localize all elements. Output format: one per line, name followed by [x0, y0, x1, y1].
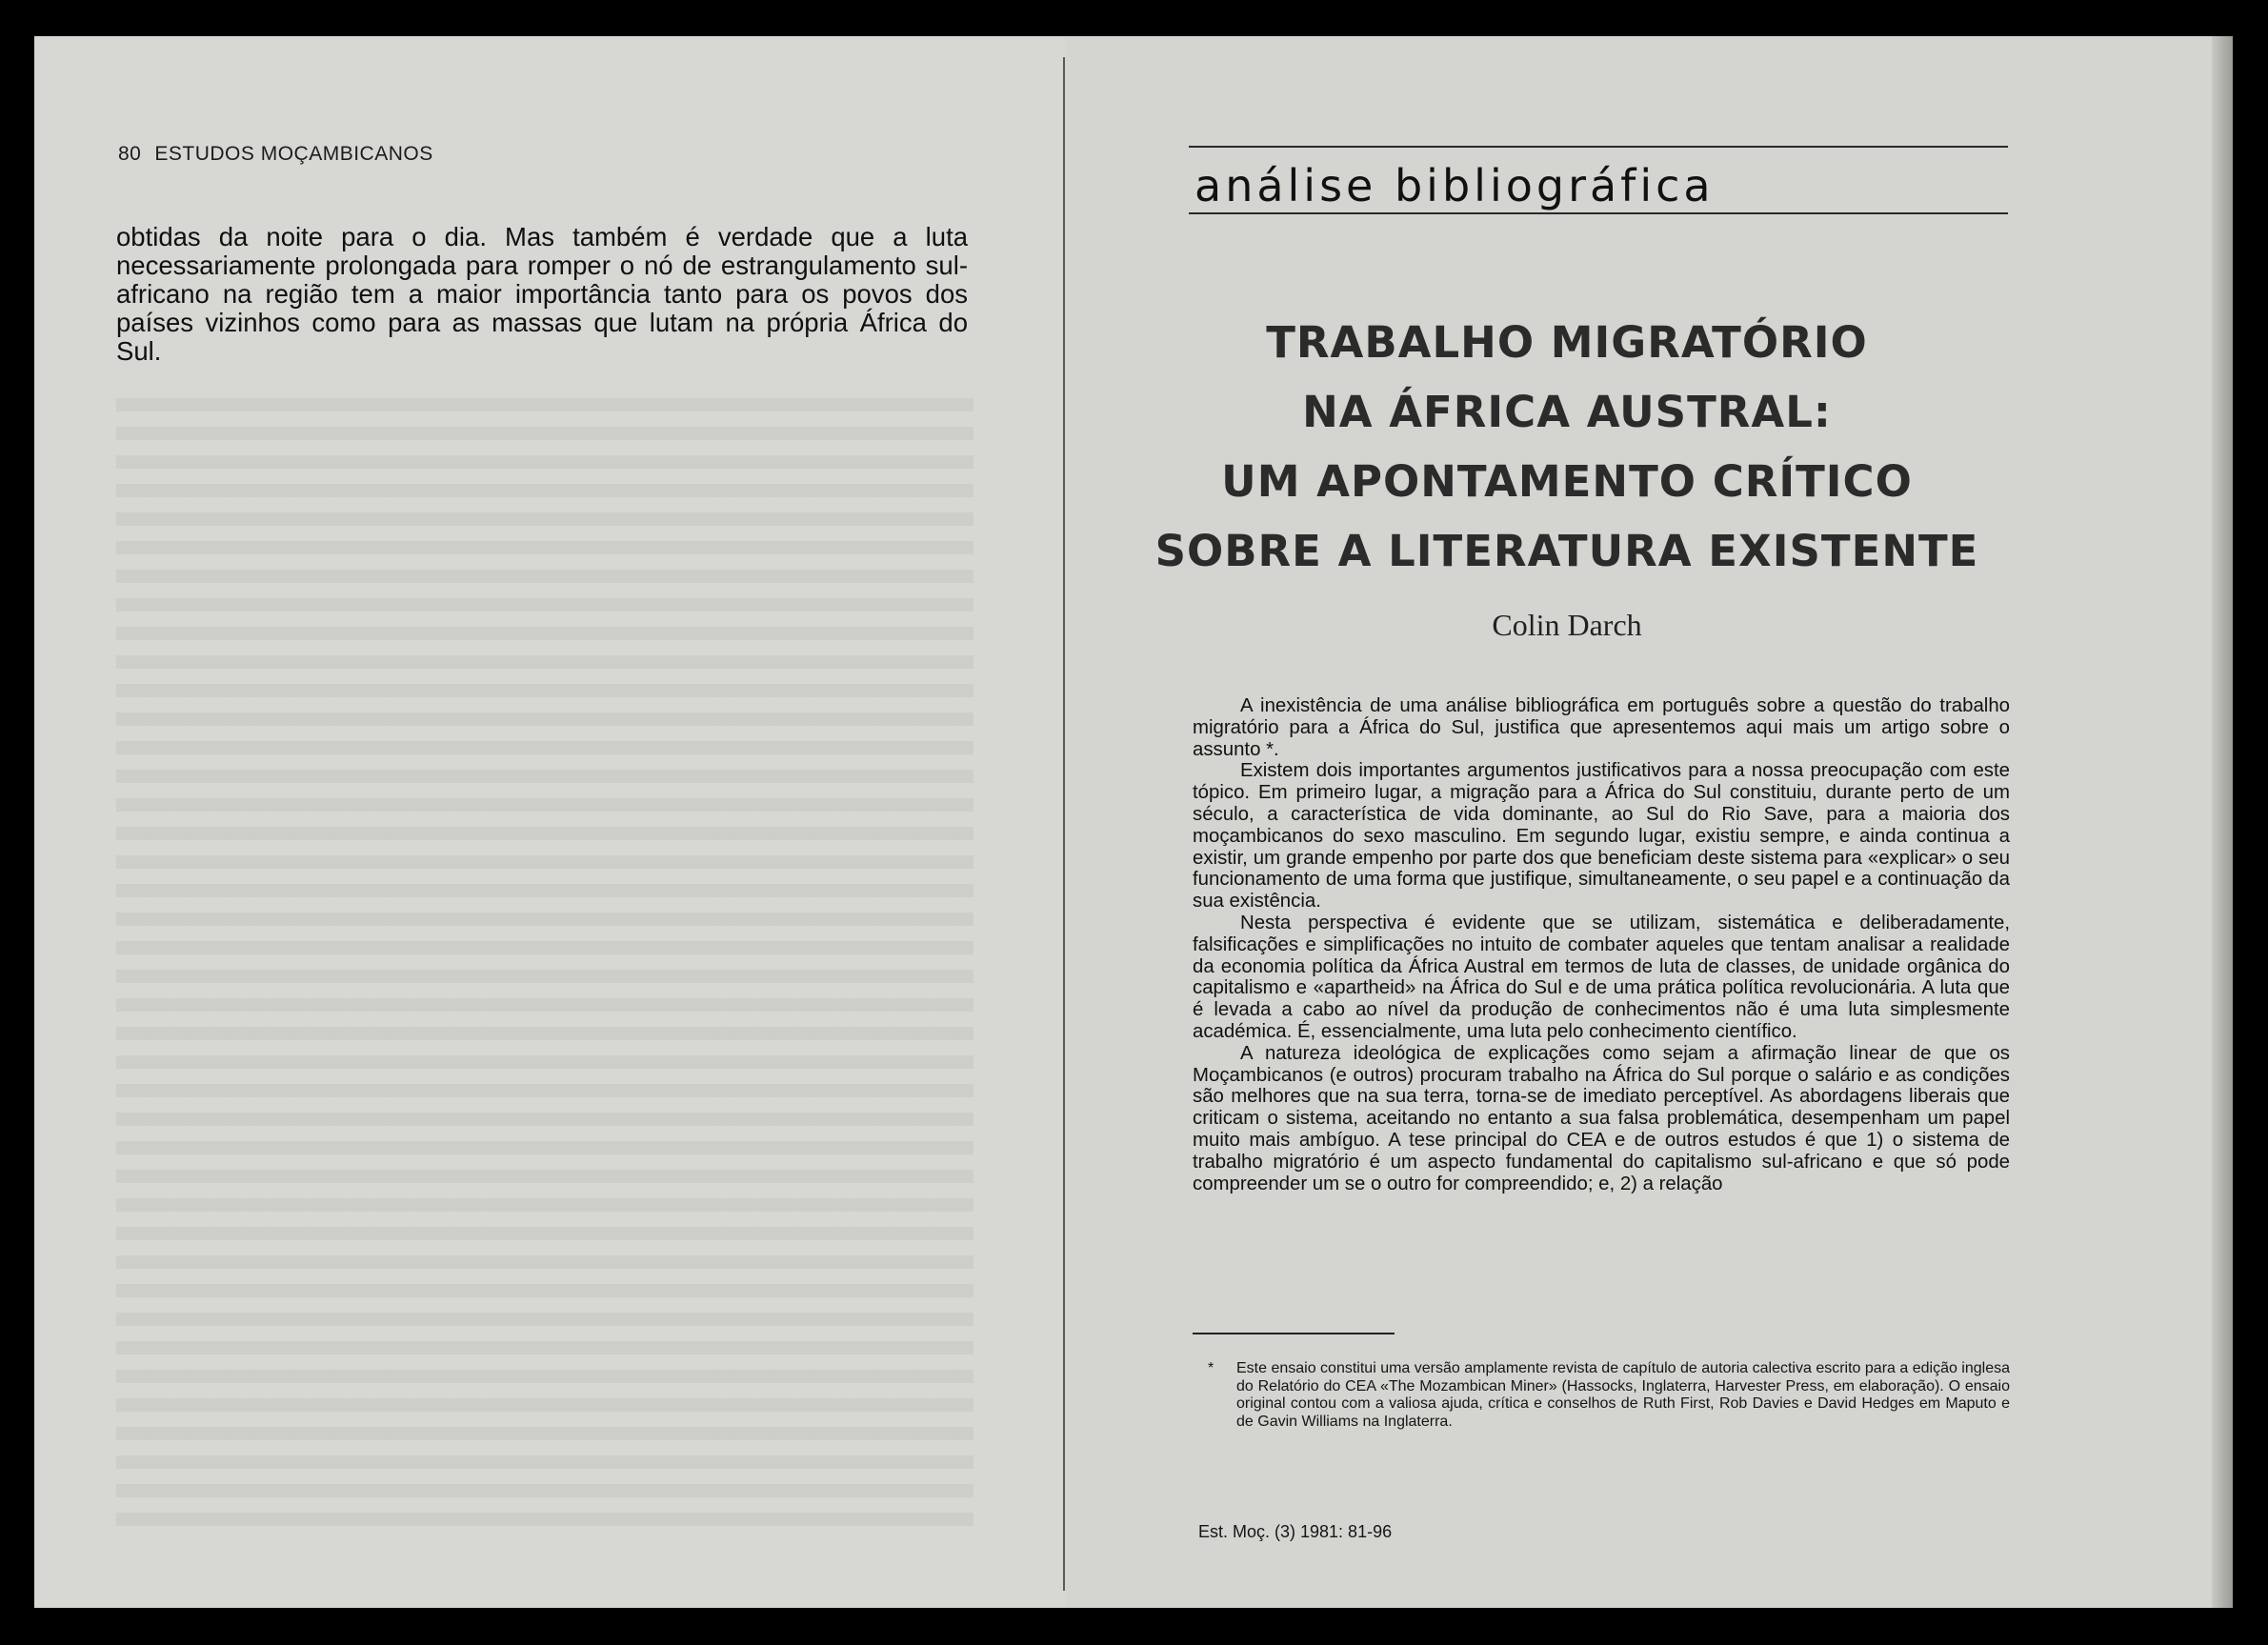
page-number: 80 — [118, 143, 142, 165]
paragraph: A inexistência de uma análise bibliográfica em português sobre a questão do trabalho migratório para a África do Sul, justifica que apresentemos aqui mais um artigo sobre o assunto *. — [1193, 695, 2010, 760]
paragraph: obtidas da noite para o dia. Mas também é verdade que a luta necessariamente prolongada para romper o nó de estrangulamento sul-africano na região tem a maior importância tanto para os povos dos países vizinhos como para as massas que lutam na própria África do Sul. — [116, 222, 968, 366]
paragraph: Nesta perspectiva é evidente que se utilizam, sistemática e deliberadamente, falsificações e simplificações no intuito de combater aqueles que tentam analisar a realidade da economia política da África Austral em termos de luta de classes, de unidade orgânica do capitalismo e «apartheid» na África do Sul e de uma prática política revolucionária. A luta que é levada a cabo ao nível da produção de conhecimentos não é uma luta simplesmente académica. É, essencialmente, uma luta pelo conhecimento científico. — [1193, 912, 2010, 1042]
journal-name: ESTUDOS MOÇAMBICANOS — [154, 143, 433, 165]
paragraph: A natureza ideológica de explicações como sejam a afirmação linear de que os Moçambicanos (e outros) procuram trabalho na África do Sul porque o salário e as condições são melhores que na sua terra, torna-se de imediato perceptível. As abordagens liberais que criticam o sistema, aceitando no entanto a sua falsa problemática, desempenham um papel muito mais ambíguo. A tese principal do CEA e de outros estudos é que 1) o sistema de trabalho migratório é um aspecto fundamental do capitalismo sul-africano e que só pode compreender um se o outro for compreendido; e, 2) a relação — [1193, 1042, 2010, 1194]
title-line: NA ÁFRICA AUSTRAL: — [1302, 387, 1832, 437]
author: Colin Darch — [1492, 608, 1642, 642]
article-body — [1193, 695, 2010, 1194]
header-rule-bottom — [1189, 212, 2008, 214]
footnote-rule — [1193, 1333, 1395, 1334]
article-title — [1153, 308, 1981, 586]
citation: Est. Moç. (3) 1981: 81-96 — [1198, 1522, 1393, 1541]
show-through-text — [116, 398, 973, 1532]
right-page — [1065, 36, 2233, 1608]
title-line: SOBRE A LITERATURA EXISTENTE — [1154, 526, 1979, 576]
left-body-text — [116, 223, 968, 366]
paragraph: Existem dois importantes argumentos justificativos para a nossa preocupação com este tópico. Em primeiro lugar, a migração para a África do Sul constituiu, durante perto de um século, a característica de vida dominante, ao Sul do Rio Save, para a maioria dos moçambicanos do sexo masculino. Em segundo lugar, existiu sempre, e ainda continua a existir, um grande empenho por parte dos que beneficiam deste sistema para «explicar» o seu funcionamento de uma forma que justifique, simultaneamente, o seu papel e a continuação da sua existência. — [1193, 760, 2010, 913]
footnote — [1208, 1360, 2011, 1431]
running-head — [118, 143, 433, 166]
title-line: UM APONTAMENTO CRÍTICO — [1221, 456, 1913, 507]
page-edge — [2212, 36, 2233, 1608]
title-line: TRABALHO MIGRATÓRIO — [1266, 317, 1868, 368]
footnote-text: Este ensaio constitui uma versão amplamente revista de capítulo de autoria calectiva escrito para a edição inglesa do Relatório do CEA «The Mozambican Miner» (Hassocks, Inglaterra, Harvester Press, em elaboração). O ensaio original contou com a valiosa ajuda, crítica e conselhos de Ruth First, Rob Davies e David Hedges em Maputo e de Gavin Williams na Inglaterra. — [1236, 1360, 2011, 1430]
left-page — [34, 36, 1065, 1608]
section-title: análise bibliográfica — [1194, 160, 1715, 211]
footnote-mark: * — [1208, 1360, 1214, 1376]
header-rule-top — [1189, 146, 2008, 148]
